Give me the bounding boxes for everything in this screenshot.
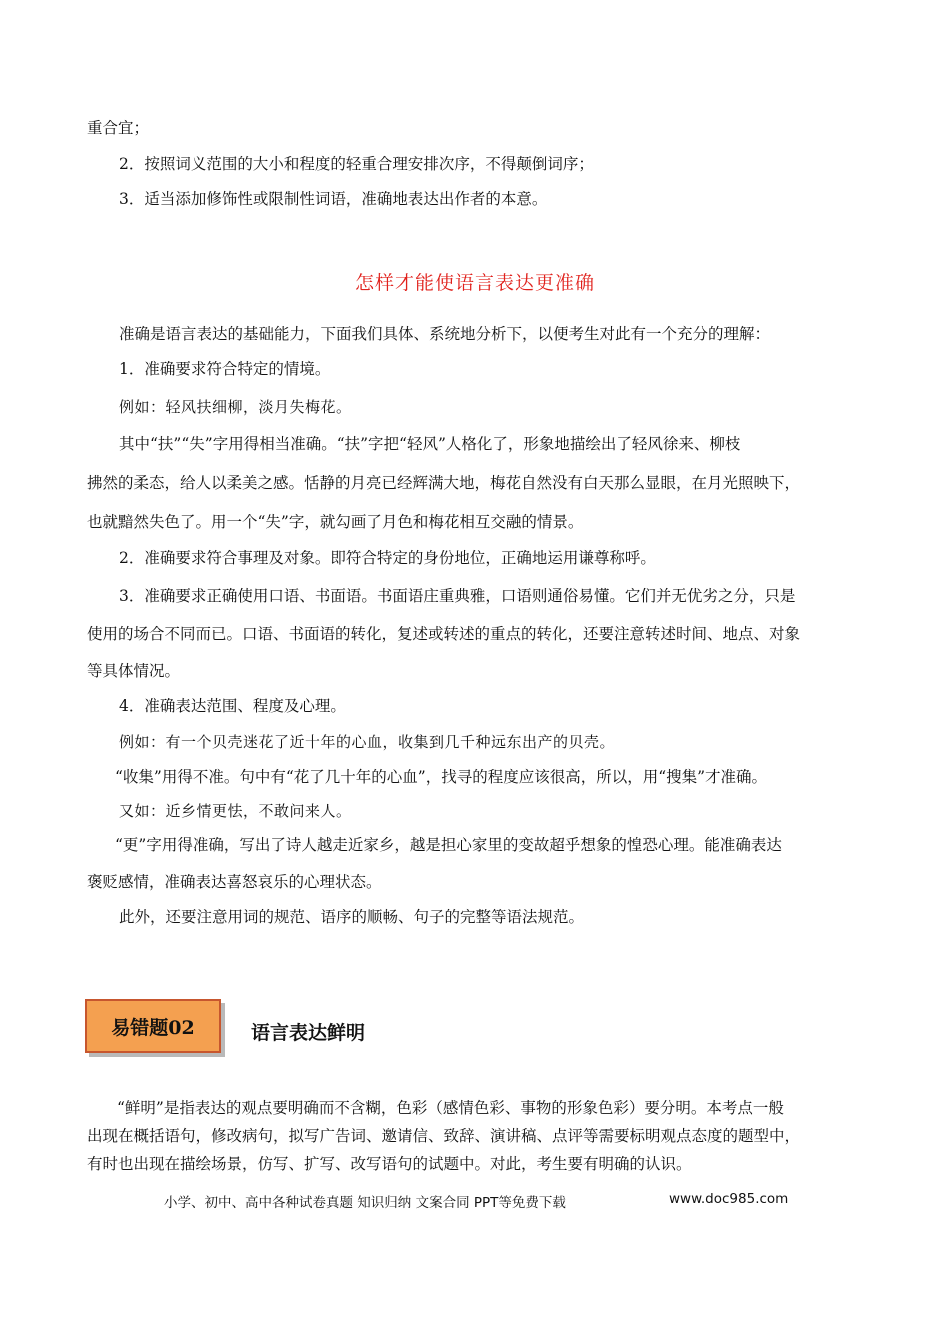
example-line: 又如：近乡情更怯，不敢问来人。 [119, 802, 352, 820]
text-line: 等具体情况。 [87, 662, 181, 680]
text-line: “更”字用得准确，写出了诗人越走近家乡，越是担心家里的变故超乎想象的惶恐心理。能准确表达 [115, 836, 782, 854]
text-line: 1．准确要求符合特定的情境。 [119, 360, 331, 378]
error-badge [85, 999, 221, 1053]
badge-label: 易错题02 [111, 1016, 195, 1039]
text-line: 有时也出现在描绘场景，仿写、扩写、改写语句的试题中。对此，考生要有明确的认识。 [87, 1155, 692, 1173]
text-line: 此外，还要注意用词的规范、语序的顺畅、句子的完整等语法规范。 [119, 908, 585, 926]
text-line: 3．适当添加修饰性或限制性词语，准确地表达出作者的本意。 [119, 190, 548, 208]
text-line: 出现在概括语句，修改病句，拟写广告词、邀请信、致辞、演讲稿、点评等需要标明观点态度的题型中， [87, 1127, 801, 1145]
section-title: 怎样才能使语言表达更准确 [354, 272, 595, 294]
section-heading: 语言表达鲜明 [251, 1022, 366, 1044]
footer-link[interactable]: www.doc985.com [669, 1191, 789, 1207]
text-line: 准确是语言表达的基础能力，下面我们具体、系统地分析下，以便考生对此有一个充分的理解： [119, 325, 771, 343]
footer-text: 小学、初中、高中各种试卷真题 知识归纳 文案合同 PPT等免费下载 [164, 1195, 566, 1211]
text-line: 拂然的柔态，给人以柔美之感。恬静的月亮已经辉满大地，梅花自然没有白天那么显眼，在月光照映下， [87, 474, 801, 492]
text-line: “收集”用得不准。句中有“花了几十年的心血”，找寻的程度应该很高，所以，用“搜集”才准确。 [115, 768, 768, 786]
text-line: 4．准确表达范围、程度及心理。 [119, 697, 346, 715]
text-line: 褒贬感情，准确表达喜怒哀乐的心理状态。 [87, 873, 382, 891]
text-line: 2．准确要求符合事理及对象。即符合特定的身份地位，正确地运用谦尊称呼。 [119, 549, 656, 567]
text-line: 也就黯然失色了。用一个“失”字，就勾画了月色和梅花相互交融的情景。 [87, 513, 584, 531]
text-line: 2．按照词义范围的大小和程度的轻重合理安排次序，不得颠倒词序； [119, 155, 594, 173]
text-line: 其中“扶”“失”字用得相当准确。“扶”字把“轻风”人格化了，形象地描绘出了轻风徐来、柳枝 [119, 435, 741, 453]
example-line: 例如：有一个贝壳迷花了近十年的心血，收集到几千种远东出产的贝壳。 [119, 733, 616, 751]
text-line: “鲜明”是指表达的观点要明确而不含糊，色彩（感情色彩、事物的形象色彩）要分明。本考点一般 [117, 1099, 784, 1117]
text-line: 3．准确要求正确使用口语、书面语。书面语庄重典雅，口语则通俗易懂。它们并无优劣之分，只是 [119, 587, 796, 605]
text-line: 重合宜； [87, 119, 150, 137]
text-line: 使用的场合不同而已。口语、书面语的转化，复述或转述的重点的转化，还要注意转述时间、地点、对象 [87, 625, 801, 643]
example-line: 例如：轻风扶细柳，淡月失梅花。 [119, 398, 352, 416]
